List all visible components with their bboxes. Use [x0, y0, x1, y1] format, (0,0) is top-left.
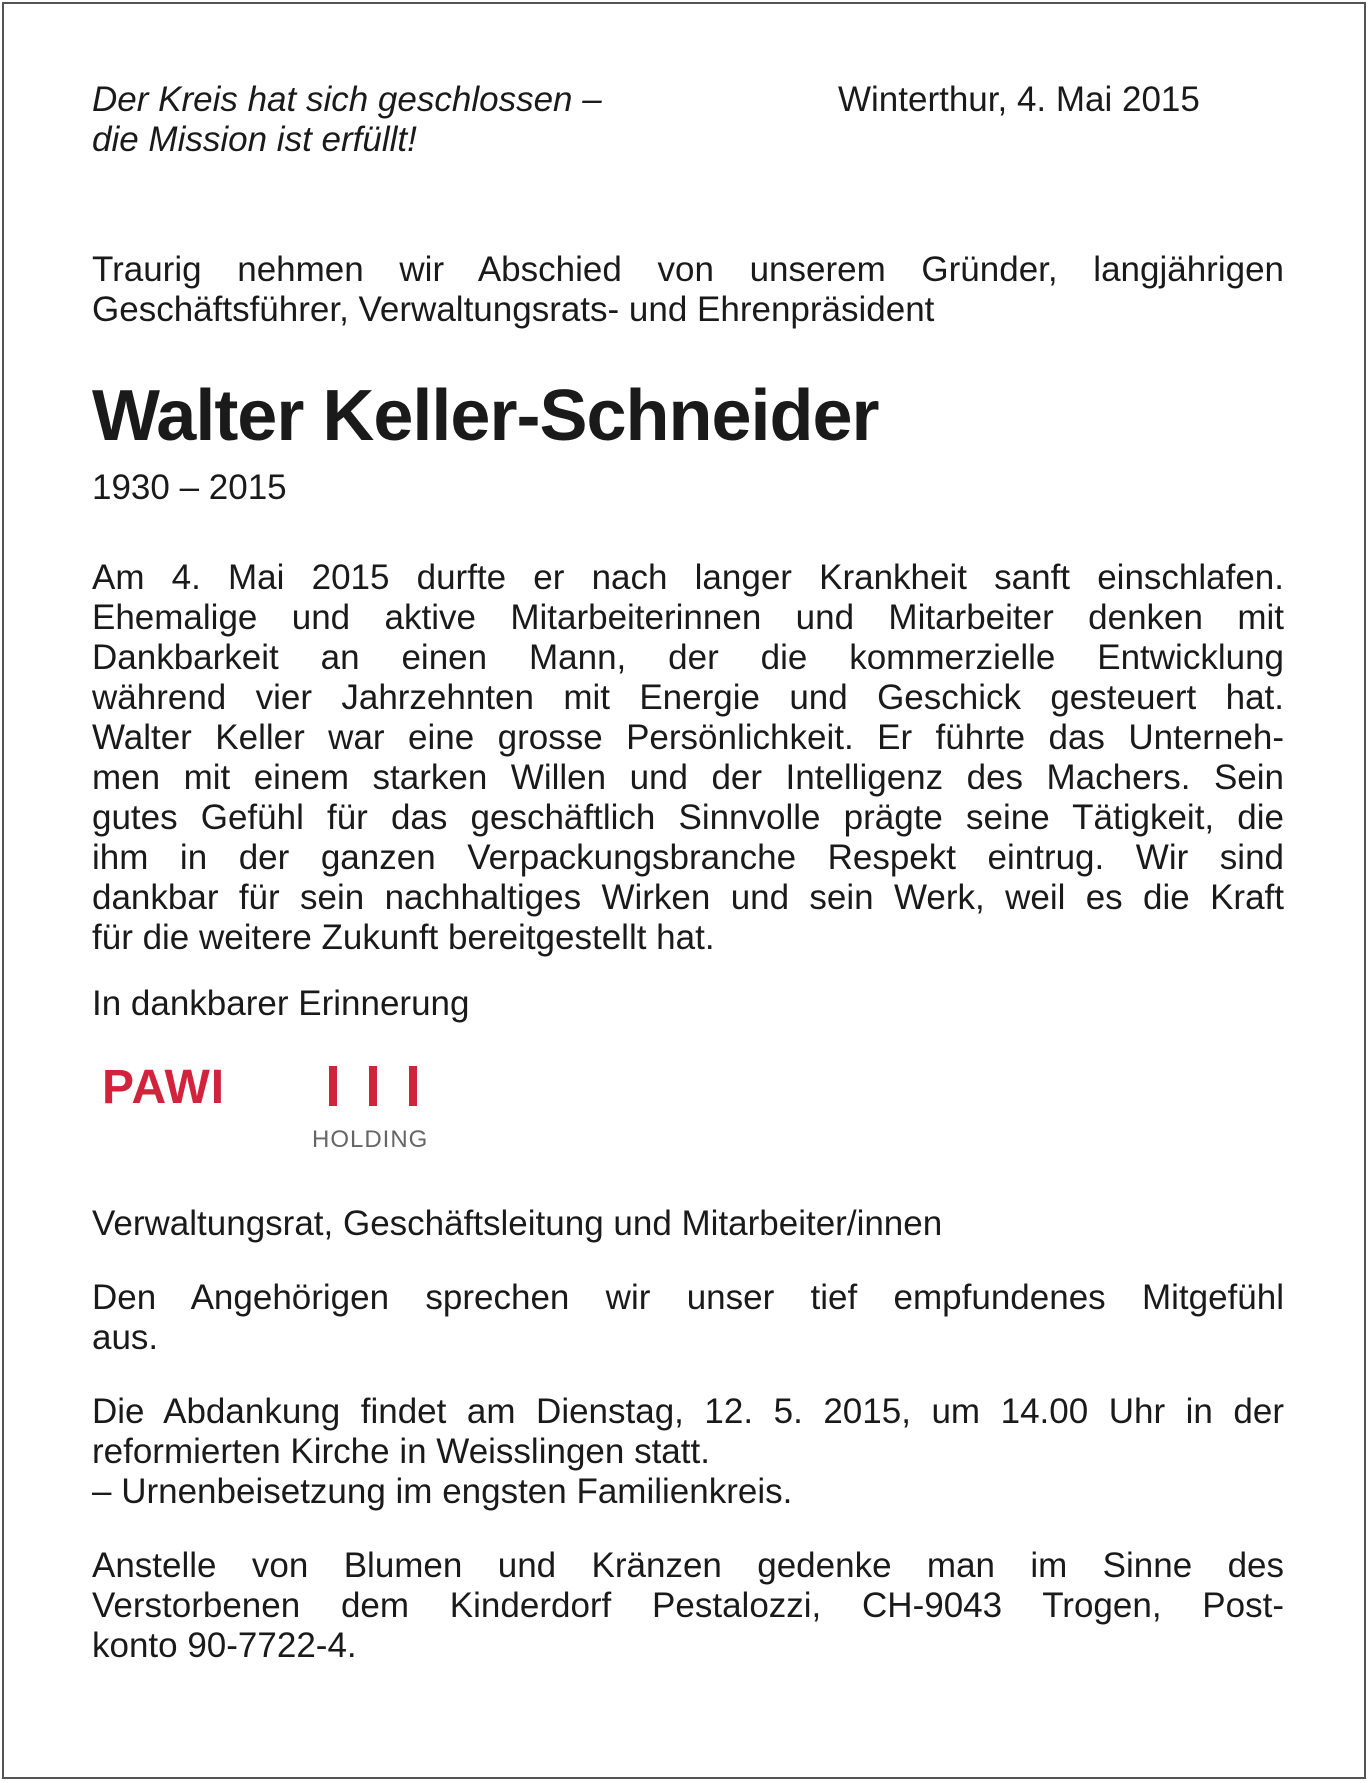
donation-line: konto 90-7722-4.	[92, 1626, 357, 1665]
deceased-name: Walter Keller-Schneider	[92, 376, 879, 456]
logo-subtitle: HOLDING	[312, 1126, 429, 1153]
condolence-line: aus.	[92, 1318, 159, 1357]
tribute-line: Dankbarkeit an einen Mann, der die kommerzielle Entwicklung	[92, 638, 1284, 677]
tribute-line: während vier Jahrzehnten mit Energie und Geschick gesteuert hat.	[92, 678, 1284, 717]
tribute-line: Am 4. Mai 2015 durfte er nach langer Krankheit sanft einschlafen.	[92, 558, 1284, 597]
condolence-line: Den Angehörigen sprechen wir unser tief empfundenes Mitgefühl	[92, 1278, 1284, 1317]
logo-bar-mark	[409, 1066, 417, 1106]
signers: Verwaltungsrat, Geschäftsleitung und Mitarbeiter/innen	[92, 1204, 943, 1243]
service-line: reformierten Kirche in Weisslingen statt.	[92, 1432, 710, 1471]
service-line: Die Abdankung findet am Dienstag, 12. 5. 2015, um 14.00 Uhr in der	[92, 1392, 1284, 1431]
tribute-line: für die weitere Zukunft bereitgestellt hat.	[92, 918, 715, 957]
logo-bar-mark	[329, 1066, 337, 1106]
pawi-holding-logo	[92, 1054, 1284, 1182]
intro-line: Geschäftsführer, Verwaltungsrats- und Ehrenpräsident	[92, 290, 935, 329]
tribute-paragraph	[92, 558, 1284, 958]
intro-line: Traurig nehmen wir Abschied von unserem Gründer, langjährigen	[92, 250, 1284, 289]
donation-line: Verstorbenen dem Kinderdorf Pestalozzi, CH-9043 Trogen, Post-	[92, 1586, 1284, 1625]
obituary-notice	[92, 80, 1284, 1666]
donation-line: Anstelle von Blumen und Kränzen gedenke man im Sinne des	[92, 1546, 1284, 1585]
tribute-line: men mit einem starken Willen und der Intelligenz des Machers. Sein	[92, 758, 1284, 797]
tribute-line: ihm in der ganzen Verpackungsbranche Respekt eintrug. Wir sind	[92, 838, 1284, 877]
intro-paragraph	[92, 250, 1284, 330]
condolence-paragraph	[92, 1278, 1284, 1358]
tribute-line: Walter Keller war eine grosse Persönlichkeit. Er führte das Unterneh-	[92, 718, 1284, 757]
logo-wordmark: PAWI	[102, 1061, 226, 1114]
memorial-phrase: In dankbarer Erinnerung	[92, 984, 470, 1023]
dateline: Winterthur, 4. Mai 2015	[838, 80, 1200, 119]
donation-paragraph	[92, 1546, 1284, 1666]
life-years: 1930 – 2015	[92, 468, 287, 507]
tribute-line: dankbar für sein nachhaltiges Wirken und sein Werk, weil es die Kraft	[92, 878, 1284, 917]
motto-line: die Mission ist erfüllt!	[92, 120, 417, 159]
service-line: – Urnenbeisetzung im engsten Familienkreis.	[92, 1472, 793, 1511]
tribute-line: Ehemalige und aktive Mitarbeiterinnen und Mitarbeiter denken mit	[92, 598, 1284, 637]
logo-bar-mark	[369, 1066, 377, 1106]
notice-header	[92, 80, 1284, 160]
service-paragraph	[92, 1392, 1284, 1512]
page-frame	[2, 2, 1366, 1779]
tribute-line: gutes Gefühl für das geschäftlich Sinnvolle prägte seine Tätigkeit, die	[92, 798, 1284, 837]
motto	[92, 80, 602, 160]
motto-line: Der Kreis hat sich geschlossen –	[92, 80, 602, 119]
